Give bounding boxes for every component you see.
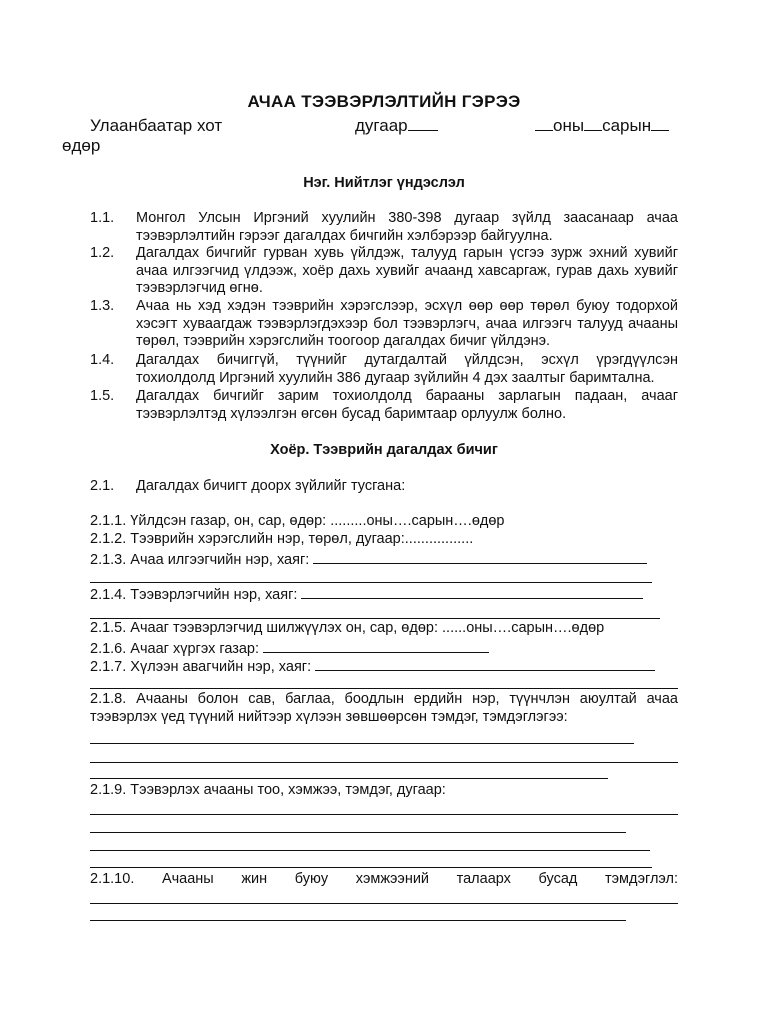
item-text: Ачаа нь хэд хэдэн тээврийн хэрэгслээр, эсхүл өөр өөр төрөл буюу тодорхой хэсэгт хуваагдаж тээвэрлэгдэхээр бол тээвэрлэгч, ачаа илгээгч талууд ачааны төрөл, тээврийн хэрэгслийн тоогоор дагалдах бичиг үйлдэнэ. bbox=[136, 298, 678, 349]
field-214 bbox=[90, 584, 643, 603]
field-211: 2.1.1. Үйлдсэн газар, он, сар, өдөр: .........оны….сарын….өдөр bbox=[90, 513, 505, 529]
item-text: Монгол Улсын Иргэний хуулийн 380-398 дугаар зүйлд заасанаар ачаа тээвэрлэлтийн гэрээг дагалдах бичгийн хэлбэрээр байгуулна. bbox=[136, 210, 678, 244]
header-number bbox=[355, 116, 438, 136]
blank-line[interactable] bbox=[90, 814, 678, 815]
field-217 bbox=[90, 656, 655, 675]
item-text: Дагалдах бичгийг гурван хувь үйлдэж, талууд гарын үсгээ зурж эхний хувийг ачаа илгээгчид үлдээж, хоёр дахь хувийг ачаанд хавсаргаж, гурав дахь хувийг тээвэрлэгчид өгнө. bbox=[136, 245, 678, 296]
field-2110: 2.1.10. Ачааны жин буюу хэмжээний талаарх бусад тэмдэглэл: bbox=[90, 871, 678, 887]
section2-heading: Хоёр. Тээврийн дагалдах бичиг bbox=[270, 442, 498, 458]
header-date bbox=[535, 116, 669, 136]
blank-line[interactable] bbox=[90, 778, 608, 779]
blank-line[interactable] bbox=[90, 832, 626, 833]
field-213-label: 2.1.3. Ачаа илгээгчийн нэр, хаяг: bbox=[90, 552, 310, 568]
item-number: 2.1. bbox=[90, 478, 115, 494]
item-number: 1.1. bbox=[90, 210, 115, 226]
field-218: 2.1.8. Ачааны болон сав, баглаа, боодлын ердийн нэр, түүнчлэн аюултай ачаа тээвэрлэх үед түүний нийтээр хүлээн зөвшөөрсөн тэмдэг, тэмдэглэгээ: bbox=[90, 691, 678, 725]
document-title: АЧАА ТЭЭВЭРЛЭЛТИЙН ГЭРЭЭ bbox=[247, 92, 521, 111]
field-214-blank[interactable] bbox=[301, 584, 643, 599]
item-number: 1.5. bbox=[90, 388, 115, 404]
item-number: 1.3. bbox=[90, 298, 115, 314]
section1-heading: Нэг. Нийтлэг үндэслэл bbox=[303, 175, 465, 191]
blank-line[interactable] bbox=[90, 743, 634, 744]
header-month-label: сарын bbox=[602, 116, 652, 135]
blank-line[interactable] bbox=[90, 903, 678, 904]
field-213 bbox=[90, 549, 647, 568]
header-number-label: дугаар bbox=[355, 116, 408, 135]
field-217-blank[interactable] bbox=[315, 656, 655, 671]
blank-line[interactable] bbox=[90, 850, 650, 851]
field-213-blank[interactable] bbox=[313, 549, 647, 564]
item-number: 1.2. bbox=[90, 245, 115, 261]
field-219: 2.1.9. Тээвэрлэх ачааны тоо, хэмжээ, тэмдэг, дугаар: bbox=[90, 782, 446, 798]
header-day: өдөр bbox=[62, 136, 101, 155]
blank-line[interactable] bbox=[90, 867, 652, 868]
blank-line[interactable] bbox=[90, 688, 678, 689]
item-text: Дагалдах бичиггүй, түүнийг дутагдалтай үйлдсэн, эсхүл үрэгдүүлсэн тохиолдолд Иргэний хуулийн 386 дугаар зүйлийн 4 дэх заалтыг баримтална. bbox=[136, 352, 678, 386]
field-214-label: 2.1.4. Тээвэрлэгчийн нэр, хаяг: bbox=[90, 587, 298, 603]
header-year-label: оны bbox=[553, 116, 585, 135]
blank-line[interactable] bbox=[90, 762, 678, 763]
field-212: 2.1.2. Тээврийн хэрэгслийн нэр, төрөл, дугаар:................. bbox=[90, 531, 474, 547]
field-216-label: 2.1.6. Ачааг хүргэх газар: bbox=[90, 641, 260, 657]
item-number: 1.4. bbox=[90, 352, 115, 368]
field-216-blank[interactable] bbox=[263, 638, 489, 653]
blank-line[interactable] bbox=[90, 920, 626, 921]
item-text: Дагалдах бичгийг зарим тохиолдолд барааны зарлагын падаан, ачааг тээвэрлэлтэд хүлээлгэн өгсөн бусад баримтаар орлуулж болно. bbox=[136, 388, 678, 422]
field-215: 2.1.5. Ачааг тээвэрлэгчид шилжүүлэх он, сар, өдөр: ......оны….сарын….өдөр bbox=[90, 620, 605, 636]
blank-line[interactable] bbox=[90, 618, 660, 619]
field-217-label: 2.1.7. Хүлээн авагчийн нэр, хаяг: bbox=[90, 659, 312, 675]
section2-intro: Дагалдах бичигт доорх зүйлийг тусгана: bbox=[136, 478, 406, 494]
header-city: Улаанбаатар хот bbox=[90, 116, 223, 135]
field-216 bbox=[90, 638, 489, 657]
blank-line[interactable] bbox=[90, 582, 652, 583]
